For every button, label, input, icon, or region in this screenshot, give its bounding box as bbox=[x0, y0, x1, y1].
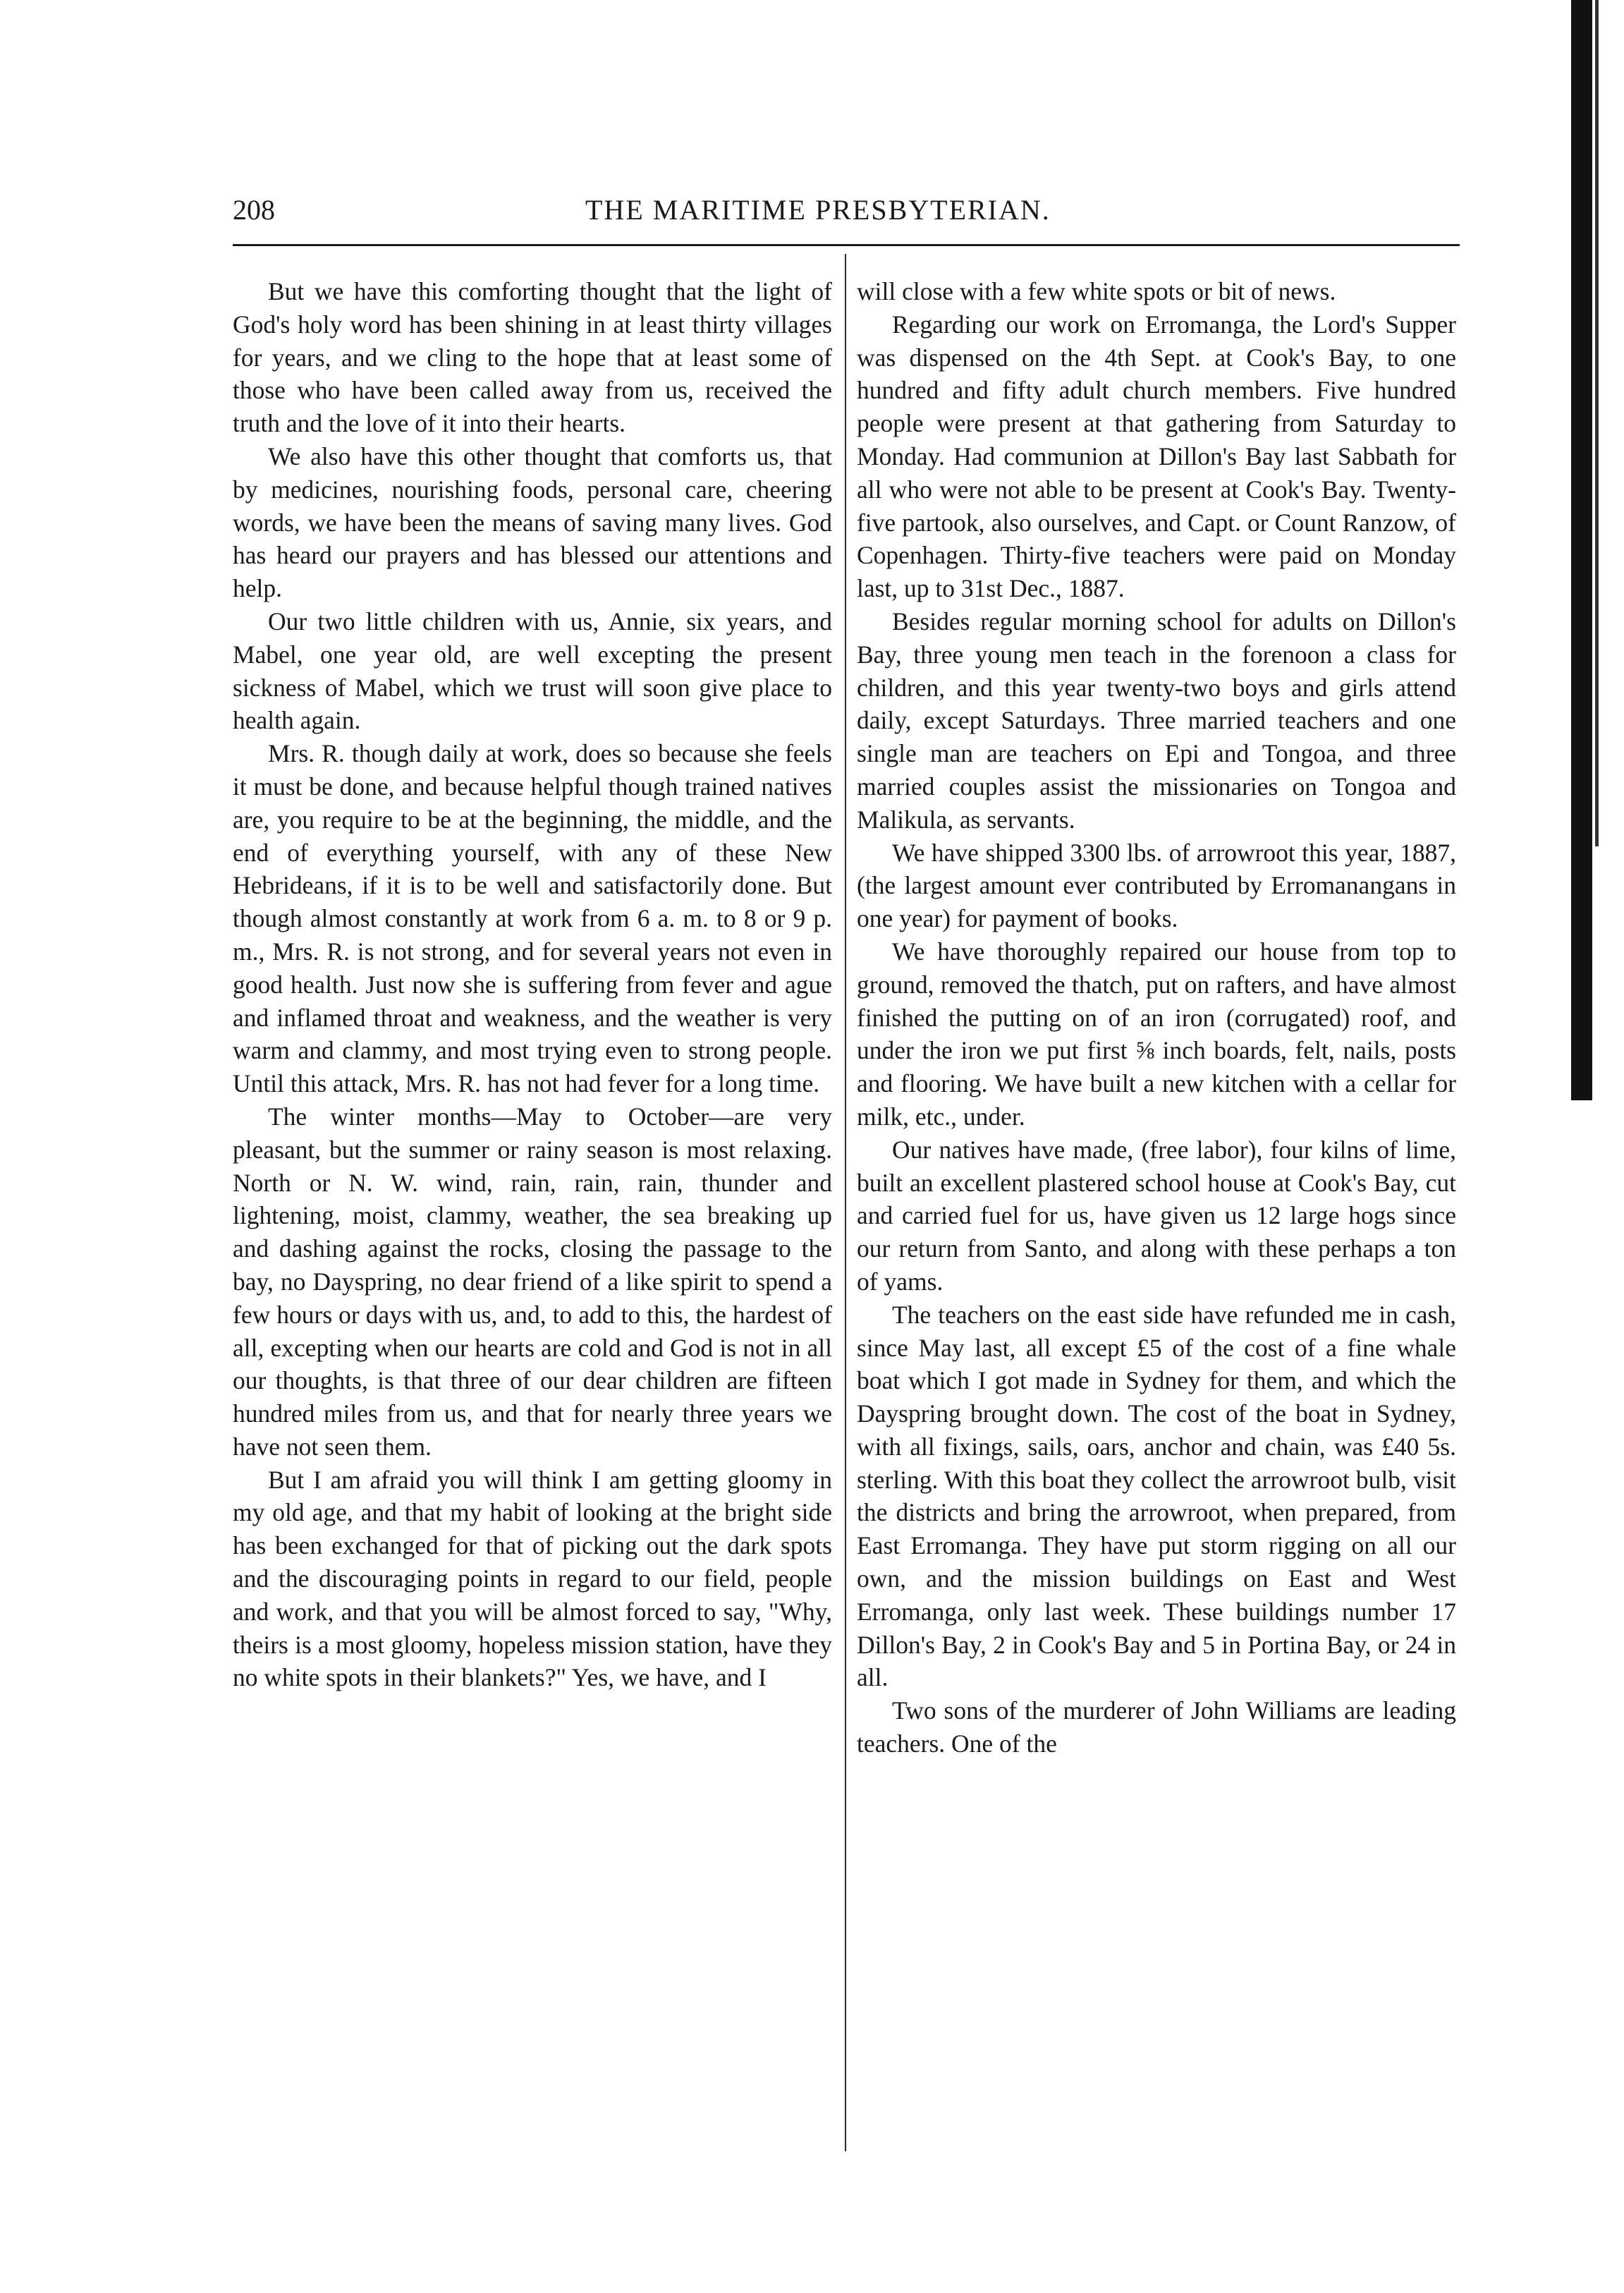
paragraph: We have shipped 3300 lbs. of arrowroot this year, 1887, (the largest amount ever contributed by Erromanangans in one year) for payment of books. bbox=[857, 838, 1456, 933]
paragraph: Mrs. R. though daily at work, does so because she feels it must be done, and because helpful though trained natives are, you require to be at the beginning, the middle, and the end of everything yourself, with any of these New Hebrideans, if it is to be well and satisfactorily done. But though almost constantly at work from 6 a. m. to 8 or 9 p. m., Mrs. R. is not strong, and for several years not even in good health. Just now she is suffering from fever and ague and inflamed throat and weakness, and the weather is very warm and clammy, and most trying even to strong people. Until this attack, Mrs. R. has not had fever for a long time. bbox=[233, 739, 832, 1098]
left-column bbox=[233, 275, 832, 1694]
journal-title: THE MARITIME PRESBYTERIAN. bbox=[585, 194, 1051, 226]
paragraph: Besides regular morning school for adults on Dillon's Bay, three young men teach in the forenoon a class for children, and this year twenty-two boys and girls attend daily, except Saturdays. Three married teachers and one single man are teachers on Epi and Tongoa, and three married couples assist the missionaries on Tongoa and Malikula, as servants. bbox=[857, 607, 1456, 834]
paragraph: We also have this other thought that comforts us, that by medicines, nourishing foods, personal care, cheering words, we have been the means of saving many lives. God has heard our prayers and has blessed our attentions and help. bbox=[233, 442, 832, 603]
paragraph: We have thoroughly repaired our house from top to ground, removed the thatch, put on rafters, and have almost finished the putting on of an iron (corrugated) roof, and under the iron we put first ⅝ inch boards, felt, nails, posts and flooring. We have built a new kitchen with a cellar for milk, etc., under. bbox=[857, 937, 1456, 1131]
header-rule bbox=[233, 244, 1460, 246]
paragraph-continuation: will close with a few white spots or bit of news. bbox=[857, 277, 1336, 305]
paragraph: The teachers on the east side have refunded me in cash, since May last, all except £5 of the cost of a fine whale boat which I got made in Sydney for them, and which the Dayspring brought down. The cost of the boat in Sydney, with all fixings, sails, oars, anchor and chain, was £40 5s. sterling. With this boat they collect the arrowroot bulb, visit the districts and bring the arrowroot, when prepared, from East Erromanga. They have put storm rigging on all our own, and the mission buildings on East and West Erromanga, only last week. These buildings number 17 Dillon's Bay, 2 in Cook's Bay and 5 in Portina Bay, or 24 in all. bbox=[857, 1300, 1456, 1692]
paragraph: But I am afraid you will think I am getting gloomy in my old age, and that my habit of looking at the bright side has been exchanged for that of picking out the dark spots and the discouraging points in regard to our field, people and work, and that you will be almost forced to say, "Why, theirs is a most gloomy, hopeless mission station, have they no white spots in their blankets?" Yes, we have, and I bbox=[233, 1465, 832, 1692]
binding-edge bbox=[1571, 0, 1592, 1100]
paragraph: Our two little children with us, Annie, six years, and Mabel, one year old, are well excepting the present sickness of Mabel, which we trust will soon give place to health again. bbox=[233, 607, 832, 735]
paragraph: Our natives have made, (free labor), four kilns of lime, built an excellent plastered school house at Cook's Bay, cut and carried fuel for us, have given us 12 large hogs since our return from Santo, and along with these perhaps a ton of yams. bbox=[857, 1135, 1456, 1296]
paragraph: Two sons of the murderer of John Williams are leading teachers. One of the bbox=[857, 1696, 1456, 1758]
paragraph: Regarding our work on Erromanga, the Lord's Supper was dispensed on the 4th Sept. at Cook's Bay, to one hundred and fifty adult church members. Five hundred people were present at that gathering from Saturday to Monday. Had communion at Dillon's Bay last Sabbath for all who were not able to be present at Cook's Bay. Twenty-five partook, also ourselves, and Capt. or Count Ranzow, of Copenhagen. Thirty-five teachers were paid on Monday last, up to 31st Dec., 1887. bbox=[857, 310, 1456, 603]
paragraph: But we have this comforting thought that the light of God's holy word has been shining in at least thirty villages for years, and we cling to the hope that at least some of those who have been called away from us, received the truth and the love of it into their hearts. bbox=[233, 277, 832, 438]
paragraph: The winter months—May to October—are very pleasant, but the summer or rainy season is most relaxing. North or N. W. wind, rain, rain, rain, thunder and lightening, moist, clammy, weather, the sea breaking up and dashing against the rocks, closing the passage to the bay, no Dayspring, no dear friend of a like spirit to spend a few hours or days with us, and, to add to this, the hardest of all, excepting when our hearts are cold and God is not in all our thoughts, is that three of our dear children are fifteen hundred miles from us, and that for nearly three years we have not seen them. bbox=[233, 1102, 832, 1461]
page-number: 208 bbox=[233, 194, 275, 226]
running-head bbox=[233, 189, 1460, 231]
column-divider bbox=[845, 254, 846, 2151]
right-column bbox=[857, 275, 1456, 1760]
binding-edge-line bbox=[1595, 0, 1599, 846]
